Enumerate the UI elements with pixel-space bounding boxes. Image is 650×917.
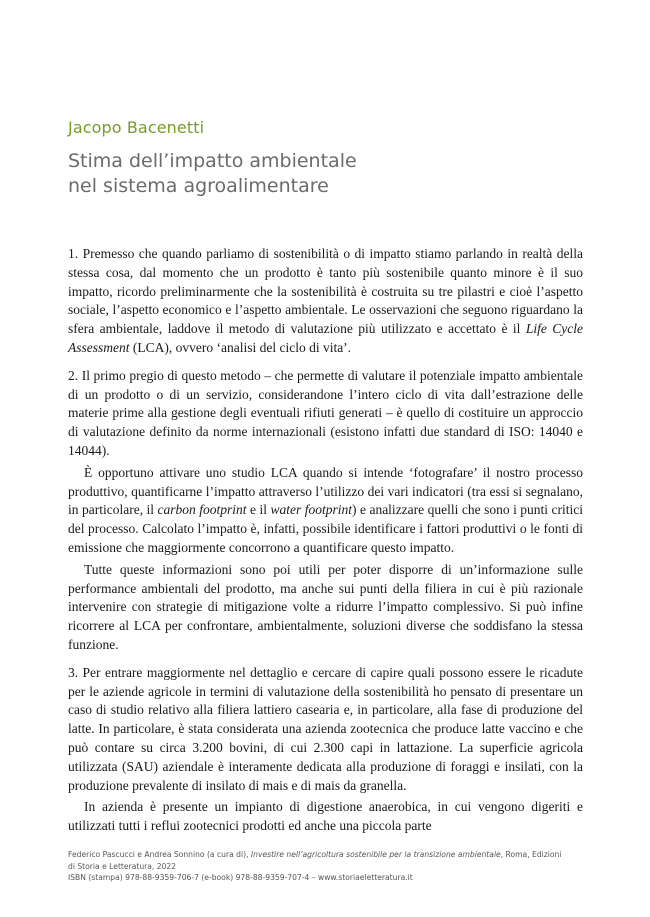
text-run: 2. Il primo pregio di questo metodo – che permette di valutare il potenziale impatto ambientale di un prodotto o di un servizio, considerandone l’intero ciclo di vita dall’estrazione delle materie prime alla gestione degli eventuali rifiuti generati – è quello di costituire un approccio di valutazione definito da norme internazionali (esistono infatti due standard di ISO: 14040 e 14044). <box>68 367 583 458</box>
text-run: (LCA), ovvero ‘analisi del ciclo di vita’. <box>129 339 352 355</box>
paragraph <box>68 561 583 655</box>
chapter-title-line-1: Stima dell’impatto ambientale <box>68 150 357 172</box>
text-run: È opportuno attivare uno studio LCA quando si intende ‘fotografare’ il nostro processo produttivo, quantificarne l’impatto attraverso l’utilizzo dei vari indicatori (tra essi si segnalano, in particolare, il <box>68 464 583 518</box>
footer-publisher-start: , Roma, Edizioni <box>500 850 562 859</box>
text-run: e il <box>246 502 271 518</box>
text-run: 1. Premesso che quando parliamo di sostenibilità o di impatto stiamo parlando in realtà della stessa cosa, dal momento che un prodotto è tanto più sostenibile quanto minore è il suo impatto, ricordo preliminarmente che la sostenibilità è costruita su tre pilastri e cioè l’aspetto sociale, l’aspetto economico e l’aspetto ambientale. Le osservazioni che seguono riguardano la sfera ambientale, laddove il metodo di valutazione più utilizzato e accettato è il <box>68 246 583 337</box>
text-run: 3. Per entrare maggiormente nel dettaglio e cercare di capire quali possono essere le ricadute per le aziende agricole in termini di valutazione della sostenibilità ho pensato di presentare un caso di studio relativo alla filiera lattiero casearia e, in particolare, alla fase di produzione del latte. In particolare, è stata considerata una azienda zootecnica che produce latte vaccino e che può contare su circa 3.200 bovini, di cui 2.300 capi in lattazione. La superficie agricola utilizzata (SAU) aziendale è interamente dedicata alla produzione di foraggi e insilati, con la produzione prevalente di insilato di mais e di mais da granella. <box>68 664 583 793</box>
chapter-title <box>68 149 583 199</box>
text-run: In azienda è presente un impianto di digestione anaerobica, in cui vengono digeriti e utilizzati tutti i reflui zootecnici prodotti ed anche una piccola parte <box>68 799 583 834</box>
author-name: Jacopo Bacenetti <box>68 118 205 137</box>
body-text <box>68 245 583 836</box>
footer-line-1 <box>68 849 588 861</box>
paragraph <box>68 367 583 461</box>
chapter-title-line-2: nel sistema agroalimentare <box>68 175 329 197</box>
paragraph <box>68 245 583 358</box>
footer-isbn: ISBN (stampa) 978-88-9359-706-7 (e-book) 978-88-9359-707-4 – www.storiaeletteratura.it <box>68 873 413 882</box>
paragraph <box>68 798 583 836</box>
footer-book-title: Investire nell’agricoltura sostenibile per la transizione ambientale <box>250 850 501 859</box>
italic-term: carbon footprint <box>157 502 247 518</box>
footer-line-2: di Storia e Letteratura, 2022 <box>68 861 177 871</box>
page-content <box>68 118 583 836</box>
footer-editors: Federico Pascucci e Andrea Sonnino (a cura di), <box>68 850 251 859</box>
paragraph <box>68 464 583 558</box>
italic-term: water footprint <box>270 502 352 518</box>
citation-footer <box>68 849 588 884</box>
text-run: ) e analizzare quelli che sono i punti critici del processo. Calcolato l’impatto è, infatti, possibile identificare i fattori produttivi o le fonti di emissione che maggiormente concorrono a quantificare questo impatto. <box>68 502 584 555</box>
italic-term: Life Cycle Assessment <box>68 321 584 355</box>
paragraph <box>68 664 583 796</box>
text-run: Tutte queste informazioni sono poi utili per poter disporre di un’informazione sulle performance ambientali del prodotto, ma anche sui punti della filiera in cui è più razionale intervenire con strategie di mitigazione volte a ridurre l’impatto complessivo. Si può infine ricorrere al LCA per confrontare, ambientalmente, soluzioni diverse che soddisfano la stessa funzione. <box>68 561 583 652</box>
